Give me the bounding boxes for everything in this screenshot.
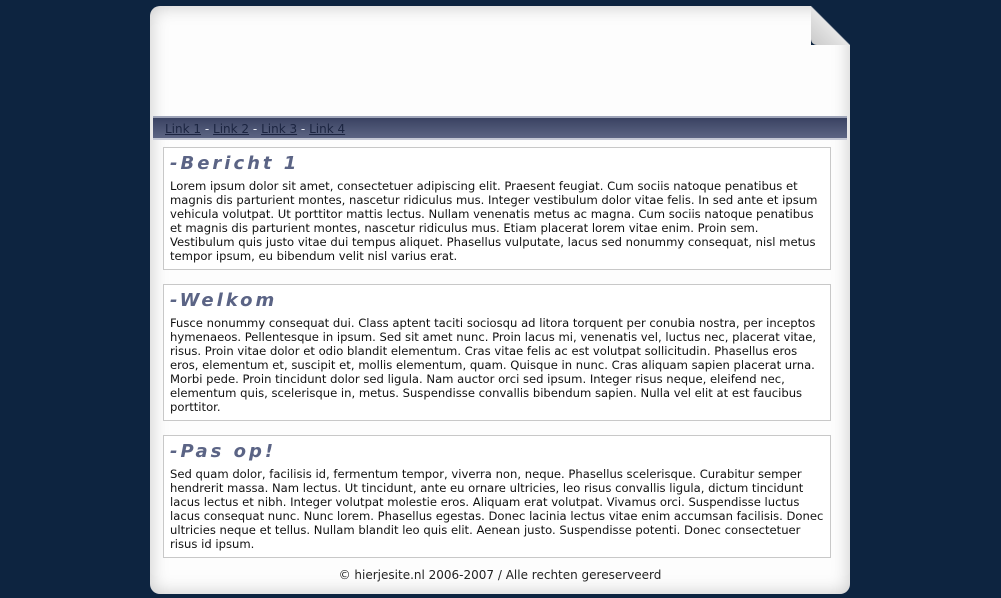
- nav-link-1[interactable]: Link 1: [165, 122, 202, 136]
- navigation-bar: [153, 116, 847, 140]
- page-curl-corner: [811, 6, 850, 45]
- post-body: Fusce nonummy consequat dui. Class aptent taciti sociosqu ad litora torquent per conubia nostra, per inceptos hymenaeos. Pellentesque in ipsum. Sed sit amet nunc. Proin lacus mi, venenatis vel, luctus nec, placerat vitae, risus. Proin vitae dolor et odio blandit elementum. Cras vitae felis ac est volutpat sollicitudin. Phasellus eros eros, elementum et, suscipit et, mollis elementum, quam. Quisque in nunc. Cras aliquam sapien placerat urna. Morbi pede. Proin tincidunt dolor sed ligula. Nam auctor orci sed ipsum. Integer risus neque, eleifend nec, elementum quis, scelerisque in, metus. Suspendisse convallis bibendum sapien. Nulla vel elit at est faucibus porttitor.: [170, 316, 817, 414]
- post-title: -Pas op!: [170, 441, 277, 462]
- post-body: Lorem ipsum dolor sit amet, consectetuer adipiscing elit. Praesent feugiat. Cum sociis natoque penatibus et magnis dis parturient montes, nascetur ridiculus mus. Integer vestibulum dolor vitae felis. In sed ante et ipsum vehicula volutpat. Ut porttitor mattis lectus. Nullam venenatis metus ac magna. Cum sociis natoque penatibus et magnis dis parturient montes, nascetur ridiculus mus. Etiam placerat lorem vitae enim. Proin sem. Vestibulum quis justo vitae dui tempus aliquet. Phasellus vulputate, lacus sed nonummy consequat, nisl metus tempor ipsum, eu bibendum velit nisl varius erat.: [170, 179, 818, 263]
- page-container: [150, 6, 850, 594]
- post-title: -Bericht 1: [170, 153, 300, 174]
- footer-copyright: © hierjesite.nl 2006-2007 / Alle rechten gereserveerd: [338, 568, 662, 582]
- nav-link-4[interactable]: Link 4: [309, 122, 346, 136]
- nav-separator: -: [252, 122, 258, 136]
- post-welkom: [163, 284, 831, 421]
- post-title: -Welkom: [170, 290, 278, 311]
- nav-link-3[interactable]: Link 3: [261, 122, 298, 136]
- nav-separator: -: [204, 122, 210, 136]
- post-bericht-1: [163, 147, 831, 270]
- post-pas-op: [163, 435, 831, 558]
- header-banner: [150, 6, 850, 112]
- post-body: Sed quam dolor, facilisis id, fermentum tempor, viverra non, neque. Phasellus scelerisque. Curabitur semper hendrerit massa. Nam lectus. Ut tincidunt, ante eu ornare ultricies, leo risus convallis ligula, dictum tincidunt lacus lectus et nibh. Integer volutpat molestie eros. Aliquam erat volutpat. Vivamus orci. Suspendisse luctus lacus consequat nunc. Nunc lorem. Phasellus egestas. Donec lacinia lectus vitae enim accumsan facilisis. Donec ultricies neque et tellus. Nullam blandit leo quis elit. Aenean justo. Suspendisse potenti. Donec consectetuer risus id ipsum.: [170, 467, 824, 551]
- nav-link-2[interactable]: Link 2: [213, 122, 250, 136]
- nav-separator: -: [300, 122, 306, 136]
